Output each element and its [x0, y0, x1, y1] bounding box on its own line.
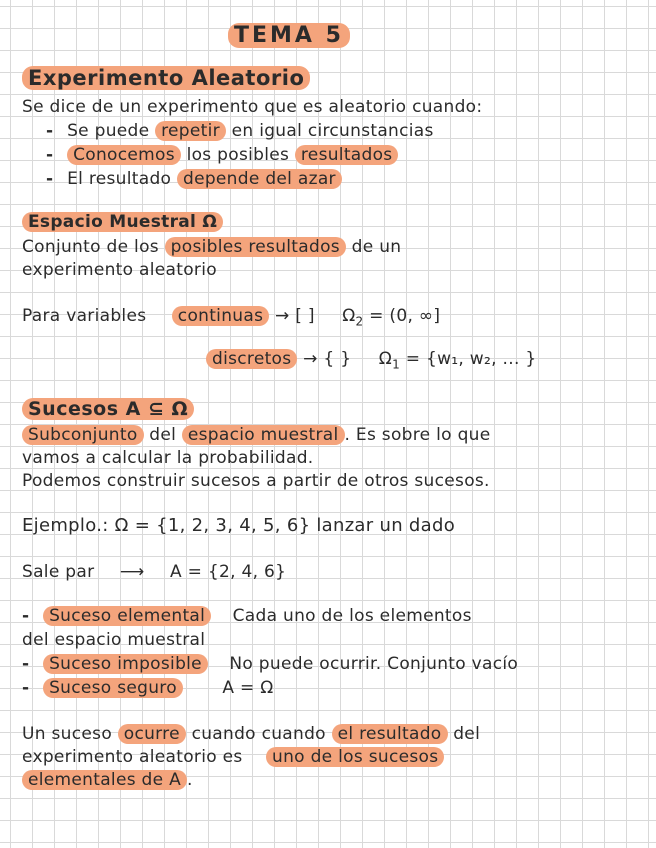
bullet-mark: - — [46, 145, 54, 165]
paragraph-text: . — [187, 770, 193, 790]
suceso-imposible-row — [22, 653, 518, 675]
highlight-ocurre: ocurre — [118, 724, 186, 744]
bullet-text: El resultado — [67, 169, 172, 189]
paragraph-text: cuando cuando — [191, 724, 326, 744]
bullet-mark: - — [22, 678, 30, 698]
bullet-mark: - — [46, 121, 54, 141]
bullet-azar — [46, 168, 342, 190]
paragraph-text: experimento aleatorio es — [22, 747, 243, 767]
ocurre-paragraph-line2 — [22, 746, 444, 768]
suceso-seguro-row — [22, 677, 274, 699]
variables-discretos-row — [206, 348, 536, 375]
highlight-conocemos: Conocemos — [67, 145, 181, 165]
bullet-text: los posibles — [186, 145, 290, 165]
suceso-elemental-row — [22, 605, 472, 627]
bullet-repetir — [46, 120, 434, 142]
definition-text: Conjunto de los — [22, 237, 159, 257]
omega-symbol: Ω — [342, 306, 356, 326]
page-title — [228, 23, 350, 49]
highlight-uno-de-los-sucesos: uno de los sucesos — [266, 747, 444, 767]
highlight-posibles-resultados: posibles resultados — [165, 237, 346, 257]
arrow-icon: ⟶ — [119, 562, 145, 582]
paragraph-text: del — [453, 724, 481, 744]
highlight-azar: depende del azar — [177, 169, 342, 189]
suceso-seguro-text: A = Ω — [222, 678, 274, 698]
highlight-elementales-de-a: elementales de A — [22, 770, 187, 790]
bullet-text: Se puede — [67, 121, 150, 141]
sucesos-definition-line3: Podemos construir sucesos a partir de otros sucesos. — [22, 471, 490, 491]
bullet-conocemos — [46, 144, 398, 166]
heading-highlight: Espacio Muestral Ω — [22, 212, 223, 232]
highlight-espacio-muestral: espacio muestral — [182, 425, 345, 445]
highlight-suceso-seguro: Suceso seguro — [43, 678, 183, 698]
suceso-elemental-text: Cada uno de los elementos — [232, 606, 472, 626]
definition-text: del — [149, 425, 177, 445]
omega-subscript: 2 — [355, 314, 364, 329]
omega-subscript: 1 — [392, 357, 400, 372]
bullet-mark: - — [22, 606, 30, 626]
example-text: Sale par — [22, 562, 95, 582]
section-heading-experimento — [22, 67, 310, 89]
variables-label: Para variables — [22, 306, 147, 326]
sucesos-definition — [22, 424, 491, 446]
bullet-mark: - — [22, 654, 30, 674]
ocurre-paragraph — [22, 723, 480, 745]
paragraph-text: Un suceso — [22, 724, 113, 744]
bullet-text: en igual circunstancias — [231, 121, 434, 141]
suceso-imposible-text: No puede ocurrir. Conjunto vacío — [229, 654, 519, 674]
heading-highlight: Experimento Aleatorio — [22, 66, 310, 90]
variables-continuas-row — [22, 305, 440, 332]
highlight-el-resultado: el resultado — [332, 724, 448, 744]
highlight-suceso-imposible: Suceso imposible — [43, 654, 208, 674]
example-par — [22, 561, 286, 583]
omega-symbol: Ω — [378, 349, 393, 369]
ocurre-paragraph-line3 — [22, 769, 193, 791]
highlight-discretos: discretos — [206, 349, 297, 369]
heading-highlight: Sucesos A ⊆ Ω — [22, 398, 194, 420]
interval-brackets: → [ ] — [274, 306, 315, 326]
highlight-resultados: resultados — [295, 145, 399, 165]
set-braces: → { } — [303, 349, 352, 369]
suceso-elemental-line2: del espacio muestral — [22, 630, 206, 650]
highlight-suceso-elemental: Suceso elemental — [43, 606, 211, 626]
section-heading-sucesos — [22, 398, 194, 420]
continuous-expression: = (0, ∞] — [369, 306, 441, 326]
experimento-intro: Se dice de un experimento que es aleatorio cuando: — [22, 97, 483, 117]
definition-text: . Es sobre lo que — [344, 425, 491, 445]
discrete-expression: = {w₁, w₂, ... } — [405, 349, 537, 369]
bullet-mark: - — [46, 169, 54, 189]
example-dado: Ejemplo.: Ω = {1, 2, 3, 4, 5, 6} lanzar un dado — [22, 515, 456, 536]
example-set: A = {2, 4, 6} — [169, 562, 287, 582]
highlight-repetir: repetir — [155, 121, 226, 141]
highlight-subconjunto: Subconjunto — [22, 425, 144, 445]
definition-text: de un — [351, 237, 402, 257]
espacio-definition — [22, 236, 401, 258]
section-heading-espacio — [22, 211, 223, 233]
sucesos-definition-line2: vamos a calcular la probabilidad. — [22, 448, 314, 468]
title-highlight: TEMA 5 — [228, 23, 350, 48]
highlight-continuas: continuas — [172, 306, 269, 326]
espacio-definition-line2: experimento aleatorio — [22, 260, 217, 280]
